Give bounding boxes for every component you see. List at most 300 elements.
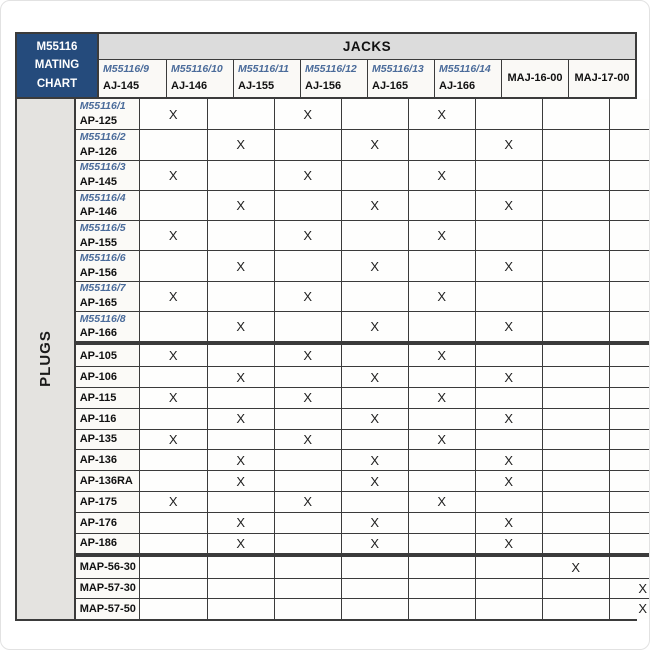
plug-row-label: [76, 367, 140, 387]
mating-cell: [207, 312, 274, 341]
x-mark: X: [370, 319, 380, 335]
plug-row-label: [76, 492, 140, 512]
table-row: [76, 598, 650, 618]
mating-cell: [207, 557, 274, 577]
mating-cell: [274, 534, 341, 554]
mating-cell: [408, 282, 475, 311]
plug-row-label: [76, 345, 140, 366]
mating-cell: [609, 282, 650, 311]
table-row: [76, 99, 650, 129]
mating-cell: [475, 161, 542, 190]
mating-cell: [475, 312, 542, 341]
x-mark: X: [370, 411, 380, 427]
jack-name-label: AJ-155: [238, 80, 275, 93]
plug-spec-label: M55116/5: [79, 221, 126, 234]
x-mark: X: [437, 390, 447, 406]
mating-cell: [207, 599, 274, 618]
mating-cell: [408, 579, 475, 598]
mating-cell: [207, 99, 274, 129]
mating-cell: [475, 579, 542, 598]
mating-cell: [341, 191, 408, 220]
mating-cell: [408, 191, 475, 220]
mating-cell: [207, 430, 274, 450]
table-row: [76, 470, 650, 491]
mating-cell: [408, 599, 475, 618]
mating-cell: [274, 409, 341, 429]
x-mark: X: [370, 515, 380, 531]
mating-cell: [274, 282, 341, 311]
mating-cell: [274, 251, 341, 280]
plug-spec-label: M55116/7: [79, 282, 126, 295]
mating-cell: [207, 471, 274, 491]
mating-cell: [475, 513, 542, 533]
mating-cell: [408, 492, 475, 512]
plug-row-label: [76, 579, 140, 598]
mating-cell: [140, 557, 207, 577]
x-mark: X: [638, 601, 648, 617]
x-mark: X: [168, 288, 178, 304]
plug-name-label: AP-125: [79, 114, 117, 127]
mating-cell: [207, 282, 274, 311]
mating-cell: [542, 513, 609, 533]
plug-spec-label: M55116/3: [79, 161, 126, 174]
mating-cell: [609, 471, 650, 491]
x-mark: X: [504, 137, 514, 153]
plug-row-label: [76, 99, 140, 129]
table-row: [76, 429, 650, 450]
mating-cell: [408, 471, 475, 491]
x-mark: X: [504, 319, 514, 335]
mating-cell: [408, 312, 475, 341]
mating-cell: [542, 251, 609, 280]
mating-cell: [274, 99, 341, 129]
x-mark: X: [236, 411, 246, 427]
x-mark: X: [168, 390, 178, 406]
mating-cell: [408, 409, 475, 429]
plug-spec-label: M55116/8: [79, 312, 126, 325]
mating-cell: [542, 161, 609, 190]
mating-cell: [341, 388, 408, 408]
jack-column-header: [99, 60, 166, 97]
mating-cell: [542, 367, 609, 387]
mating-cell: [140, 450, 207, 470]
mating-cell: [341, 161, 408, 190]
mating-cell: [140, 221, 207, 250]
plug-row-label: [76, 471, 140, 491]
mating-cell: [341, 367, 408, 387]
mating-cell: [609, 557, 650, 577]
mating-cell: [609, 409, 650, 429]
mating-cell: [341, 221, 408, 250]
plug-name-label: MAP-56-30: [79, 561, 136, 574]
mating-cell: [542, 409, 609, 429]
x-mark: X: [437, 106, 447, 122]
mating-cell: [542, 450, 609, 470]
mating-cell: [274, 345, 341, 366]
mating-cell: [341, 534, 408, 554]
mating-cell: [609, 345, 650, 366]
plug-row-label: [76, 388, 140, 408]
mating-cell: [609, 492, 650, 512]
mating-cell: [542, 599, 609, 618]
mating-cell: [140, 579, 207, 598]
mating-cell: [542, 534, 609, 554]
mating-cell: [475, 409, 542, 429]
plug-spec-label: M55116/4: [79, 191, 126, 204]
x-mark: X: [236, 452, 246, 468]
x-mark: X: [303, 167, 313, 183]
x-mark: X: [370, 258, 380, 274]
plug-spec-label: M55116/6: [79, 252, 126, 265]
mating-cell: [140, 312, 207, 341]
plug-name-label: AP-156: [79, 266, 117, 279]
mating-cell: [408, 534, 475, 554]
x-mark: X: [638, 580, 648, 596]
mating-cell: [140, 191, 207, 220]
mating-cell: [609, 367, 650, 387]
table-row: [76, 345, 650, 366]
x-mark: X: [168, 348, 178, 364]
x-mark: X: [303, 390, 313, 406]
mating-cell: [274, 492, 341, 512]
mating-cell: [542, 388, 609, 408]
plug-name-label: AP-145: [79, 175, 117, 188]
jack-column-header: [367, 60, 434, 97]
mating-cell: [341, 557, 408, 577]
mating-cell: [408, 430, 475, 450]
mating-cell: [341, 430, 408, 450]
x-mark: X: [370, 369, 380, 385]
mating-cell: [274, 130, 341, 159]
mating-cell: [609, 221, 650, 250]
mating-cell: [274, 161, 341, 190]
jack-name-label: AJ-156: [305, 80, 342, 93]
plugs-header: PLUGS: [36, 330, 54, 388]
x-mark: X: [504, 473, 514, 489]
mating-cell: [341, 513, 408, 533]
mating-cell: [408, 557, 475, 577]
jack-column-header: [166, 60, 233, 97]
mating-cell: [207, 409, 274, 429]
x-mark: X: [168, 106, 178, 122]
mating-cell: [341, 312, 408, 341]
plug-name-label: AP-135: [79, 433, 117, 446]
mating-cell: [341, 492, 408, 512]
plug-row-label: [76, 513, 140, 533]
table-row: [76, 512, 650, 533]
plug-name-label: AP-136RA: [79, 474, 133, 487]
mating-cell: [207, 161, 274, 190]
x-mark: X: [236, 535, 246, 551]
mating-cell: [542, 471, 609, 491]
mating-cell: [207, 492, 274, 512]
mating-cell: [609, 99, 650, 129]
mating-cell: [408, 450, 475, 470]
mating-cell: [140, 388, 207, 408]
plug-group-2: [76, 557, 650, 618]
mating-cell: [542, 557, 609, 577]
plug-name-label: AP-115: [79, 391, 117, 404]
jack-name-label: MAJ-17-00: [574, 72, 630, 85]
mating-cell: [475, 251, 542, 280]
mating-cell: [408, 367, 475, 387]
table-row: [76, 311, 650, 341]
mating-cell: [341, 282, 408, 311]
plug-name-label: MAP-57-50: [79, 602, 136, 615]
mating-cell: [274, 367, 341, 387]
mating-cell: [475, 471, 542, 491]
x-mark: X: [370, 535, 380, 551]
mating-cell: [475, 430, 542, 450]
jacks-header: JACKS: [99, 34, 635, 60]
x-mark: X: [168, 431, 178, 447]
table-row: [76, 281, 650, 311]
jack-spec-label: M55116/11: [238, 63, 289, 76]
table-header-row: [17, 34, 635, 99]
mating-cell: [609, 450, 650, 470]
plug-group-1: [76, 345, 650, 553]
x-mark: X: [370, 452, 380, 468]
mating-cell: [542, 99, 609, 129]
mating-cell: [207, 450, 274, 470]
plug-name-label: MAP-57-30: [79, 582, 136, 595]
mating-cell: [341, 130, 408, 159]
table-row: [76, 129, 650, 159]
mating-cell: [274, 599, 341, 618]
jack-name-label: AJ-166: [439, 80, 476, 93]
chart-title-block: [17, 34, 99, 97]
jack-name-label: AJ-145: [103, 80, 140, 93]
table-row: [76, 449, 650, 470]
plug-spec-label: M55116/2: [79, 130, 126, 143]
mating-cell: [274, 513, 341, 533]
x-mark: X: [303, 431, 313, 447]
chart-title-line1: M55116: [36, 40, 78, 53]
mating-cell: [207, 130, 274, 159]
x-mark: X: [303, 494, 313, 510]
x-mark: X: [168, 494, 178, 510]
mating-cell: [207, 534, 274, 554]
x-mark: X: [303, 288, 313, 304]
x-mark: X: [236, 258, 246, 274]
plug-name-label: AP-165: [79, 297, 117, 310]
plug-name-label: AP-136: [79, 454, 117, 467]
mating-cell: [542, 130, 609, 159]
x-mark: X: [236, 319, 246, 335]
mating-cell: [140, 130, 207, 159]
mating-cell: [274, 312, 341, 341]
mating-cell: [274, 471, 341, 491]
mating-cell: [274, 557, 341, 577]
plug-row-label: [76, 450, 140, 470]
mating-cell: [207, 513, 274, 533]
plugs-header-strip: [17, 99, 76, 619]
x-mark: X: [437, 494, 447, 510]
plug-name-label: AP-126: [79, 145, 117, 158]
mating-cell: [140, 345, 207, 366]
mating-cell: [207, 388, 274, 408]
jack-column-header: [300, 60, 367, 97]
mating-cell: [140, 282, 207, 311]
plug-spec-label: M55116/1: [79, 100, 126, 113]
mating-cell: [609, 130, 650, 159]
plug-name-label: AP-176: [79, 516, 117, 529]
mating-cell: [542, 282, 609, 311]
mating-cell: [140, 492, 207, 512]
mating-cell: [408, 99, 475, 129]
mating-cell: [609, 599, 650, 618]
mating-cell: [408, 130, 475, 159]
plug-name-label: AP-146: [79, 206, 117, 219]
mating-cell: [542, 430, 609, 450]
jack-spec-label: M55116/13: [372, 63, 424, 76]
table-row: [76, 557, 650, 577]
mating-cell: [609, 388, 650, 408]
plug-row-label: [76, 161, 140, 190]
mating-cell: [475, 191, 542, 220]
table-row: [76, 408, 650, 429]
plug-name-label: AP-166: [79, 327, 117, 340]
table-row: [76, 220, 650, 250]
mating-cell: [609, 251, 650, 280]
mating-cell: [140, 99, 207, 129]
mating-cell: [475, 534, 542, 554]
plug-name-label: AP-186: [79, 537, 117, 550]
mating-cell: [274, 430, 341, 450]
table-row: [76, 491, 650, 512]
mating-cell: [207, 221, 274, 250]
mating-cell: [341, 99, 408, 129]
plug-row-label: [76, 130, 140, 159]
jack-spec-label: M55116/14: [439, 63, 491, 76]
mating-cell: [341, 579, 408, 598]
plug-row-label: [76, 312, 140, 341]
mating-cell: [140, 513, 207, 533]
x-mark: X: [236, 369, 246, 385]
table-row: [76, 387, 650, 408]
mating-cell: [475, 345, 542, 366]
plug-name-label: AP-175: [79, 495, 117, 508]
mating-cell: [542, 191, 609, 220]
mating-cell: [475, 492, 542, 512]
mating-cell: [475, 388, 542, 408]
mating-cell: [475, 99, 542, 129]
plug-name-label: AP-116: [79, 412, 117, 425]
x-mark: X: [437, 167, 447, 183]
plug-row-label: [76, 409, 140, 429]
table-row: [76, 366, 650, 387]
x-mark: X: [571, 560, 581, 576]
mating-cell: [140, 367, 207, 387]
mating-cell: [207, 191, 274, 220]
jacks-header-area: [99, 34, 635, 97]
mating-cell: [341, 471, 408, 491]
mating-cell: [341, 409, 408, 429]
mating-cell: [542, 312, 609, 341]
jack-name-label: MAJ-16-00: [507, 72, 563, 85]
jack-name-label: AJ-165: [372, 80, 409, 93]
mating-cell: [274, 579, 341, 598]
mating-cell: [140, 471, 207, 491]
mating-cell: [140, 409, 207, 429]
mating-cell: [341, 450, 408, 470]
mating-cell: [408, 345, 475, 366]
plug-name-label: AP-106: [79, 370, 117, 383]
mating-cell: [140, 599, 207, 618]
plug-row-label: [76, 430, 140, 450]
table-row: [76, 533, 650, 554]
chart-title-line2: MATING CHART: [34, 59, 80, 90]
mating-cell: [475, 367, 542, 387]
x-mark: X: [370, 473, 380, 489]
mating-cell: [274, 191, 341, 220]
mating-cell: [475, 557, 542, 577]
jack-column-header: [233, 60, 300, 97]
mating-cell: [274, 450, 341, 470]
mating-cell: [274, 221, 341, 250]
x-mark: X: [168, 167, 178, 183]
mating-cell: [609, 579, 650, 598]
x-mark: X: [437, 228, 447, 244]
mating-cell: [475, 282, 542, 311]
x-mark: X: [437, 348, 447, 364]
x-mark: X: [303, 106, 313, 122]
mating-cell: [207, 251, 274, 280]
table-row: [76, 190, 650, 220]
mating-cell: [207, 579, 274, 598]
mating-cell: [609, 161, 650, 190]
x-mark: X: [236, 515, 246, 531]
jack-column-header: [568, 60, 635, 97]
x-mark: X: [504, 198, 514, 214]
x-mark: X: [303, 228, 313, 244]
mating-cell: [475, 599, 542, 618]
mating-cell: [408, 513, 475, 533]
x-mark: X: [437, 288, 447, 304]
mating-cell: [475, 450, 542, 470]
x-mark: X: [236, 473, 246, 489]
x-mark: X: [504, 515, 514, 531]
mating-chart-table: [15, 32, 648, 621]
mating-cell: [207, 367, 274, 387]
x-mark: X: [504, 535, 514, 551]
jack-spec-label: M55116/12: [305, 63, 357, 76]
mating-cell: [542, 492, 609, 512]
mating-cell: [341, 345, 408, 366]
x-mark: X: [504, 452, 514, 468]
plug-name-label: AP-105: [79, 349, 117, 362]
plug-row-label: [76, 251, 140, 280]
plug-group-0: [76, 99, 650, 341]
mating-cell: [408, 251, 475, 280]
x-mark: X: [236, 198, 246, 214]
x-mark: X: [504, 258, 514, 274]
mating-cell: [475, 130, 542, 159]
table-body: [17, 99, 648, 619]
mating-cell: [408, 161, 475, 190]
mating-cell: [475, 221, 542, 250]
mating-cell: [341, 251, 408, 280]
mating-cell: [140, 534, 207, 554]
mating-cell: [609, 534, 650, 554]
mating-cell: [341, 599, 408, 618]
mating-cell: [140, 161, 207, 190]
plug-row-label: [76, 191, 140, 220]
plug-name-label: AP-155: [79, 236, 117, 249]
x-mark: X: [504, 369, 514, 385]
mating-cell: [609, 312, 650, 341]
mating-cell: [542, 579, 609, 598]
